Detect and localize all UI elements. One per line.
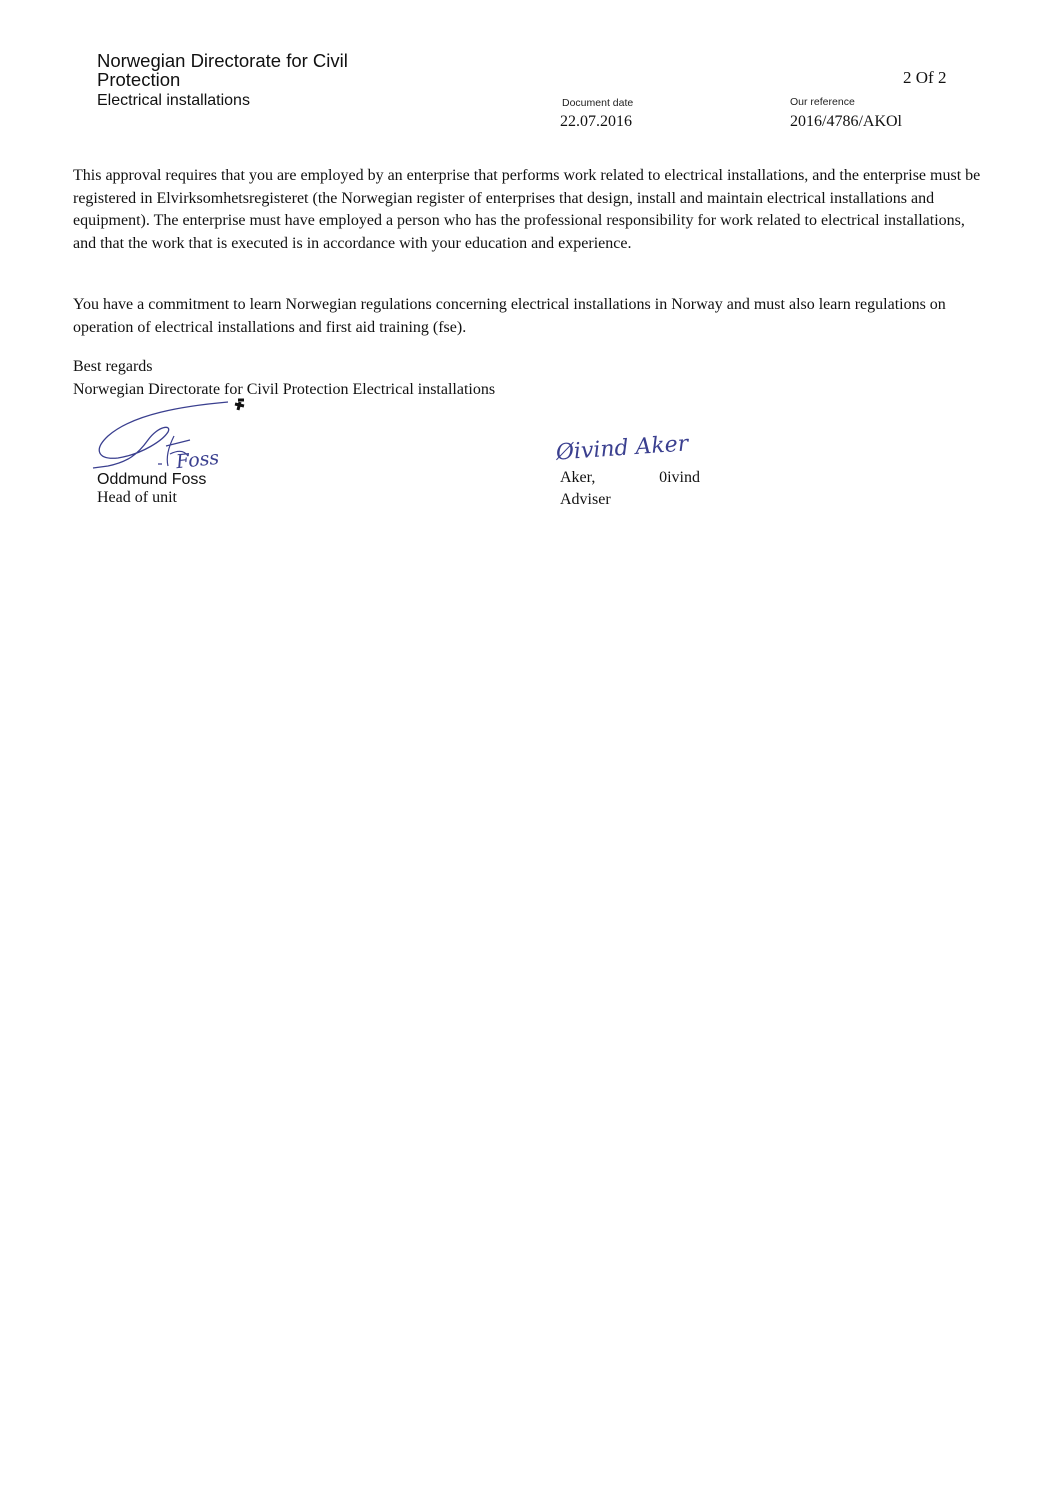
document-date: 22.07.2016 xyxy=(560,113,632,130)
reference-number: 2016/4786/AKOl xyxy=(790,113,902,130)
signature-foss-image xyxy=(88,396,258,472)
body-paragraph-1: This approval requires that you are employed by an enterprise that performs work related to electrical installations, and the enterprise must be registered in Elvirksomhetsregisteret (the Norwegian register of enterprises that design, install and maintain electrical installations and equipment). The enterprise must have employed a person who has the professional responsibility for work related to electrical installations, and that the work that is executed is in accordance with your education and experience. xyxy=(73,167,981,253)
closing-greeting: Best regards xyxy=(73,358,153,375)
signature-aker-text: Øivind Aker xyxy=(555,431,690,466)
signatory-2-last-name: Aker, xyxy=(560,469,596,486)
organization-name: Norwegian Directorate for Civil Protection xyxy=(97,50,348,90)
signatory-2-first-name: 0ivind xyxy=(659,469,700,486)
signatory-2-title: Adviser xyxy=(560,491,611,508)
document-date-label: Document date xyxy=(562,97,634,109)
reference-label: Our reference xyxy=(790,96,855,108)
closing-organization: Norwegian Directorate for Civil Protection Electrical installations xyxy=(73,380,496,398)
signatory-2-name xyxy=(560,469,700,487)
organization-unit: Electrical installations xyxy=(97,92,250,109)
signatory-1-title: Head of unit xyxy=(97,489,177,506)
signatory-1-name: Oddmund Foss xyxy=(97,471,207,488)
page-number: 2 Of 2 xyxy=(903,68,947,87)
closing-block xyxy=(73,356,495,401)
signature-aker-image xyxy=(552,421,702,471)
signature-foss-text: Foss xyxy=(174,446,221,474)
body-paragraph-2: You have a commitment to learn Norwegian regulations concerning electrical installations in Norway and must also learn regulations on operation of electrical installations and first aid training (fse). xyxy=(73,296,946,336)
